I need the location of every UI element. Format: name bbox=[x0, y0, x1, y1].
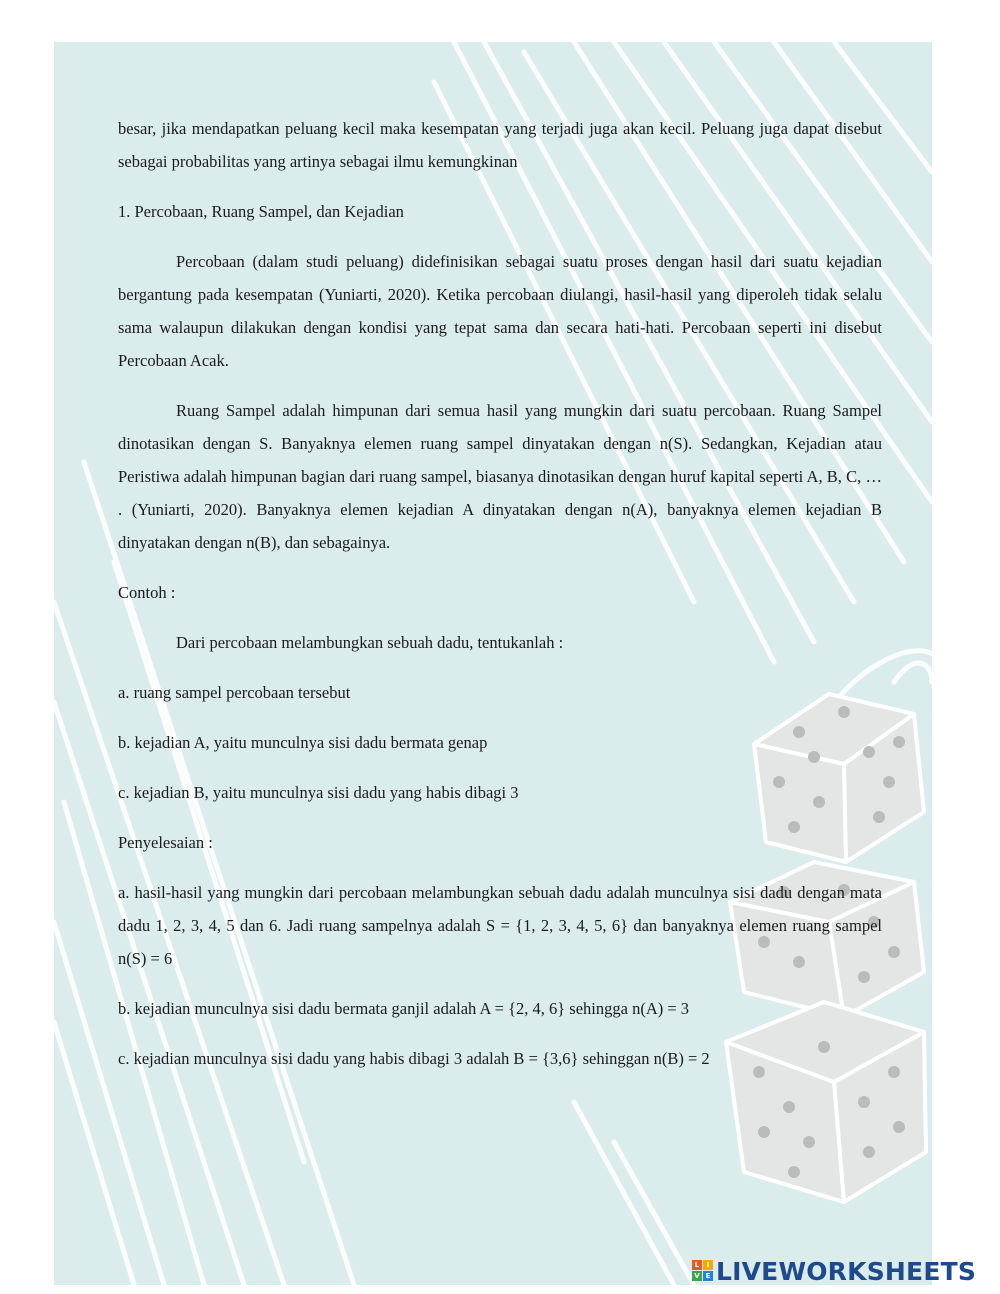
paragraph-percobaan: Percobaan (dalam studi peluang) didefinisikan sebagai suatu proses dengan hasil dari suatu kejadian bergantung pada kesempatan (Yuniarti, 2020). Ketika percobaan diulangi, hasil-hasil yang diperoleh tidak selalu sama walaupun dilakukan dengan kondisi yang tepat sama dan secara hati-hati. Percobaan seperti ini disebut Percobaan Acak. bbox=[118, 252, 882, 370]
contoh-prompt: Dari percobaan melambungkan sebuah dadu, tentukanlah : bbox=[176, 633, 564, 652]
logo-cube: L bbox=[692, 1260, 702, 1270]
paragraph-ruang-sampel: Ruang Sampel adalah himpunan dari semua hasil yang mungkin dari suatu percobaan. Ruang Sampel dinotasikan dengan S. Banyaknya elemen ruang sampel dinyatakan dengan n(S). Sedangkan, Kejadian atau Peristiwa adalah himpunan bagian dari ruang sampel, biasanya dinotasikan dengan huruf kapital seperti A, B, C, … . (Yuniarti, 2020). Banyaknya elemen kejadian A dinyatakan dengan n(A), banyaknya elemen kejadian B dinyatakan dengan n(B), dan sebagainya. bbox=[118, 401, 882, 552]
penyelesaian-label: Penyelesaian : bbox=[118, 833, 213, 852]
logo-cube: V bbox=[692, 1271, 702, 1281]
logo-cube: E bbox=[703, 1271, 713, 1281]
worksheet-page bbox=[54, 42, 932, 1285]
contoh-label: Contoh : bbox=[118, 583, 176, 602]
answer-b: b. kejadian munculnya sisi dadu bermata ganjil adalah A = {2, 4, 6} sehingga n(A) = 3 bbox=[118, 999, 690, 1018]
question-c: c. kejadian B, yaitu munculnya sisi dadu yang habis dibagi 3 bbox=[118, 783, 519, 802]
logo-cubes-icon bbox=[692, 1260, 714, 1282]
question-a: a. ruang sampel percobaan tersebut bbox=[118, 683, 351, 702]
answer-a: a. hasil-hasil yang mungkin dari percobaan melambungkan sebuah dadu adalah munculnya sisi dadu dengan mata dadu 1, 2, 3, 4, 5 dan 6. Jadi ruang sampelnya adalah S = {1, 2, 3, 4, 5, 6} dan banyaknya elemen ruang sampel n(S) = 6 bbox=[118, 883, 882, 968]
liveworksheets-logo[interactable] bbox=[692, 1256, 976, 1286]
section-heading: 1. Percobaan, Ruang Sampel, dan Kejadian bbox=[118, 202, 404, 221]
text-content bbox=[118, 112, 882, 1092]
logo-cube: I bbox=[703, 1260, 713, 1270]
paragraph-intro: besar, jika mendapatkan peluang kecil maka kesempatan yang terjadi juga akan kecil. Peluang juga dapat disebut sebagai probabilitas yang artinya sebagai ilmu kemungkinan bbox=[118, 119, 882, 171]
answer-c: c. kejadian munculnya sisi dadu yang habis dibagi 3 adalah B = {3,6} sehinggan n(B) = 2 bbox=[118, 1049, 710, 1068]
question-b: b. kejadian A, yaitu munculnya sisi dadu bermata genap bbox=[118, 733, 488, 752]
logo-text: LIVEWORKSHEETS bbox=[716, 1256, 977, 1286]
